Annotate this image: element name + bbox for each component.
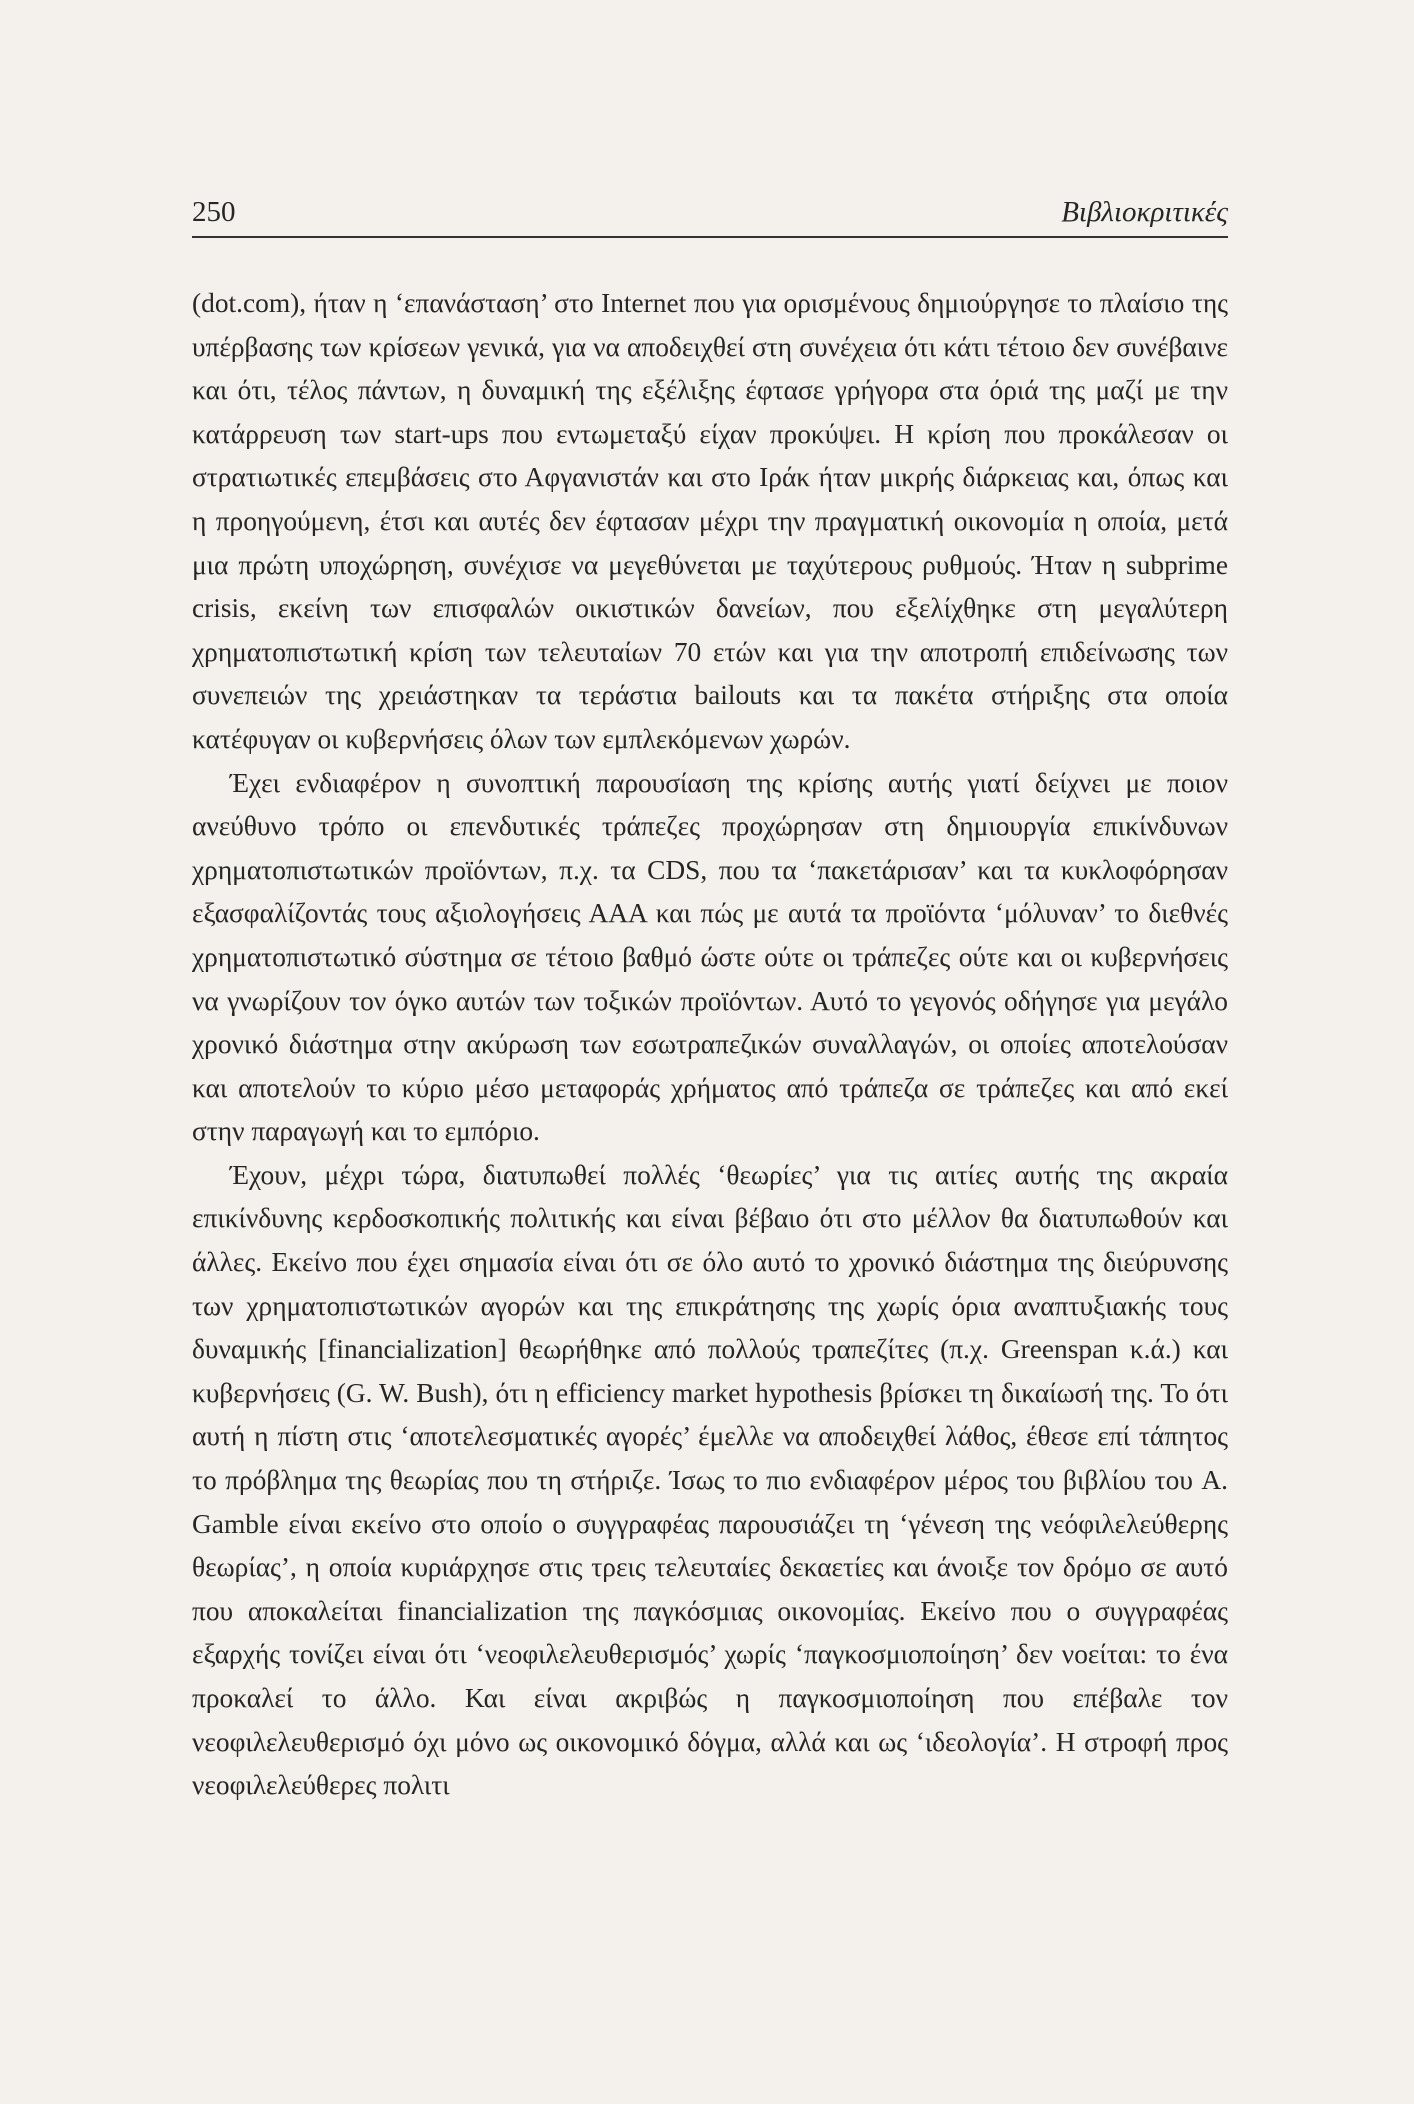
paragraph: (dot.com), ήταν η ‘επανάσταση’ στο Internet που για ορισμένους δημιούργησε το πλαίσιο της υπέρβασης των κρίσεων γενικά, για να αποδειχθεί στη συνέχεια ότι κάτι τέτοιο δεν συνέβαινε και ότι, τέλος πάντων, η δυναμική της εξέλιξης έφτασε γρήγορα στα όριά της μαζί με την κατάρρευση των start-ups που εντωμεταξύ είχαν προκύψει. Η κρίση που προκάλεσαν οι στρατιωτικές επεμβάσεις στο Αφγανιστάν και στο Ιράκ ήταν μικρής διάρκειας και, όπως και η προηγούμενη, έτσι και αυτές δεν έφτασαν μέχρι την πραγματική οικονομία η οποία, μετά μια πρώτη υποχώρηση, συνέχισε να μεγεθύνεται με ταχύτερους ρυθμούς. Ήταν η subprime crisis, εκείνη των επισφαλών οικιστικών δανείων, που εξελίχθηκε στη μεγαλύτερη χρηματοπιστωτική κρίση των τελευταίων 70 ετών και για την αποτροπή επιδείνωσης των συνεπειών της χρειάστηκαν τα τεράστια bailouts και τα πακέτα στήριξης στα οποία κατέφυγαν οι κυβερνήσεις όλων των εμπλεκόμενων χωρών. (192, 288, 1228, 754)
body-text (192, 282, 1228, 1808)
running-title: Βιβλιοκριτικές (1061, 196, 1228, 228)
running-header (192, 194, 1228, 238)
book-page (192, 194, 1228, 1808)
paragraph: Έχει ενδιαφέρον η συνοπτική παρουσίαση της κρίσης αυτής γιατί δείχνει με ποιον ανεύθυνο τρόπο οι επενδυτικές τράπεζες προχώρησαν στη δημιουργία επικίνδυνων χρηματοπιστωτικών προϊόντων, π.χ. τα CDS, που τα ‘πακετάρισαν’ και τα κυκλοφόρησαν εξασφαλίζοντάς τους αξιολογήσεις ΑΑΑ και πώς με αυτά τα προϊόντα ‘μόλυναν’ το διεθνές χρηματοπιστωτικό σύστημα σε τέτοιο βαθμό ώστε ούτε οι τράπεζες ούτε και οι κυβερνήσεις να γνωρίζουν τον όγκο αυτών των τοξικών προϊόντων. Αυτό το γεγονός οδήγησε για μεγάλο χρονικό διάστημα στην ακύρωση των εσωτραπεζικών συναλλαγών, οι οποίες αποτελούσαν και αποτελούν το κύριο μέσο μεταφοράς χρήματος από τράπεζα σε τράπεζες και από εκεί στην παραγωγή και το εμπόριο. (192, 767, 1228, 1147)
paragraph: Έχουν, μέχρι τώρα, διατυπωθεί πολλές ‘θεωρίες’ για τις αιτίες αυτής της ακραία επικίνδυνης κερδοσκοπικής πολιτικής και είναι βέβαιο ότι στο μέλλον θα διατυπωθούν και άλλες. Εκείνο που έχει σημασία είναι ότι σε όλο αυτό το χρονικό διάστημα της διεύρυνσης των χρηματοπιστωτικών αγορών και της επικράτησης της χωρίς όρια αναπτυξιακής τους δυναμικής [financialization] θεωρήθηκε από πολλούς τραπεζίτες (π.χ. Greenspan κ.ά.) και κυβερνήσεις (G. W. Bush), ότι η efficiency market hypothesis βρίσκει τη δικαίωσή της. Το ότι αυτή η πίστη στις ‘αποτελεσματικές αγορές’ έμελλε να αποδειχθεί λάθος, έθεσε επί τάπητος το πρόβλημα της θεωρίας που τη στήριζε. Ίσως το πιο ενδιαφέρον μέρος του βιβλίου του A. Gamble είναι εκείνο στο οποίο ο συγγραφέας παρουσιάζει τη ‘γένεση της νεόφιλελεύθερης θεωρίας’, η οποία κυριάρχησε στις τρεις τελευταίες δεκαετίες και άνοιξε τον δρόμο σε αυτό που αποκαλείται financialization της παγκόσμιας οικονομίας. Εκείνο που ο συγγραφέας εξαρχής τονίζει είναι ότι ‘νεοφιλελευθερισμός’ χωρίς ‘παγκοσμιοποίηση’ δεν νοείται: το ένα προκαλεί το άλλο. Και είναι ακριβώς η παγκοσμιοποίηση που επέβαλε τον νεοφιλελευθερισμό όχι μόνο ως οικονομικό δόγμα, αλλά και ως ‘ιδεολογία’. Η στροφή προς νεοφιλελεύθερες πολιτι (192, 1159, 1228, 1801)
page-number: 250 (192, 196, 236, 228)
